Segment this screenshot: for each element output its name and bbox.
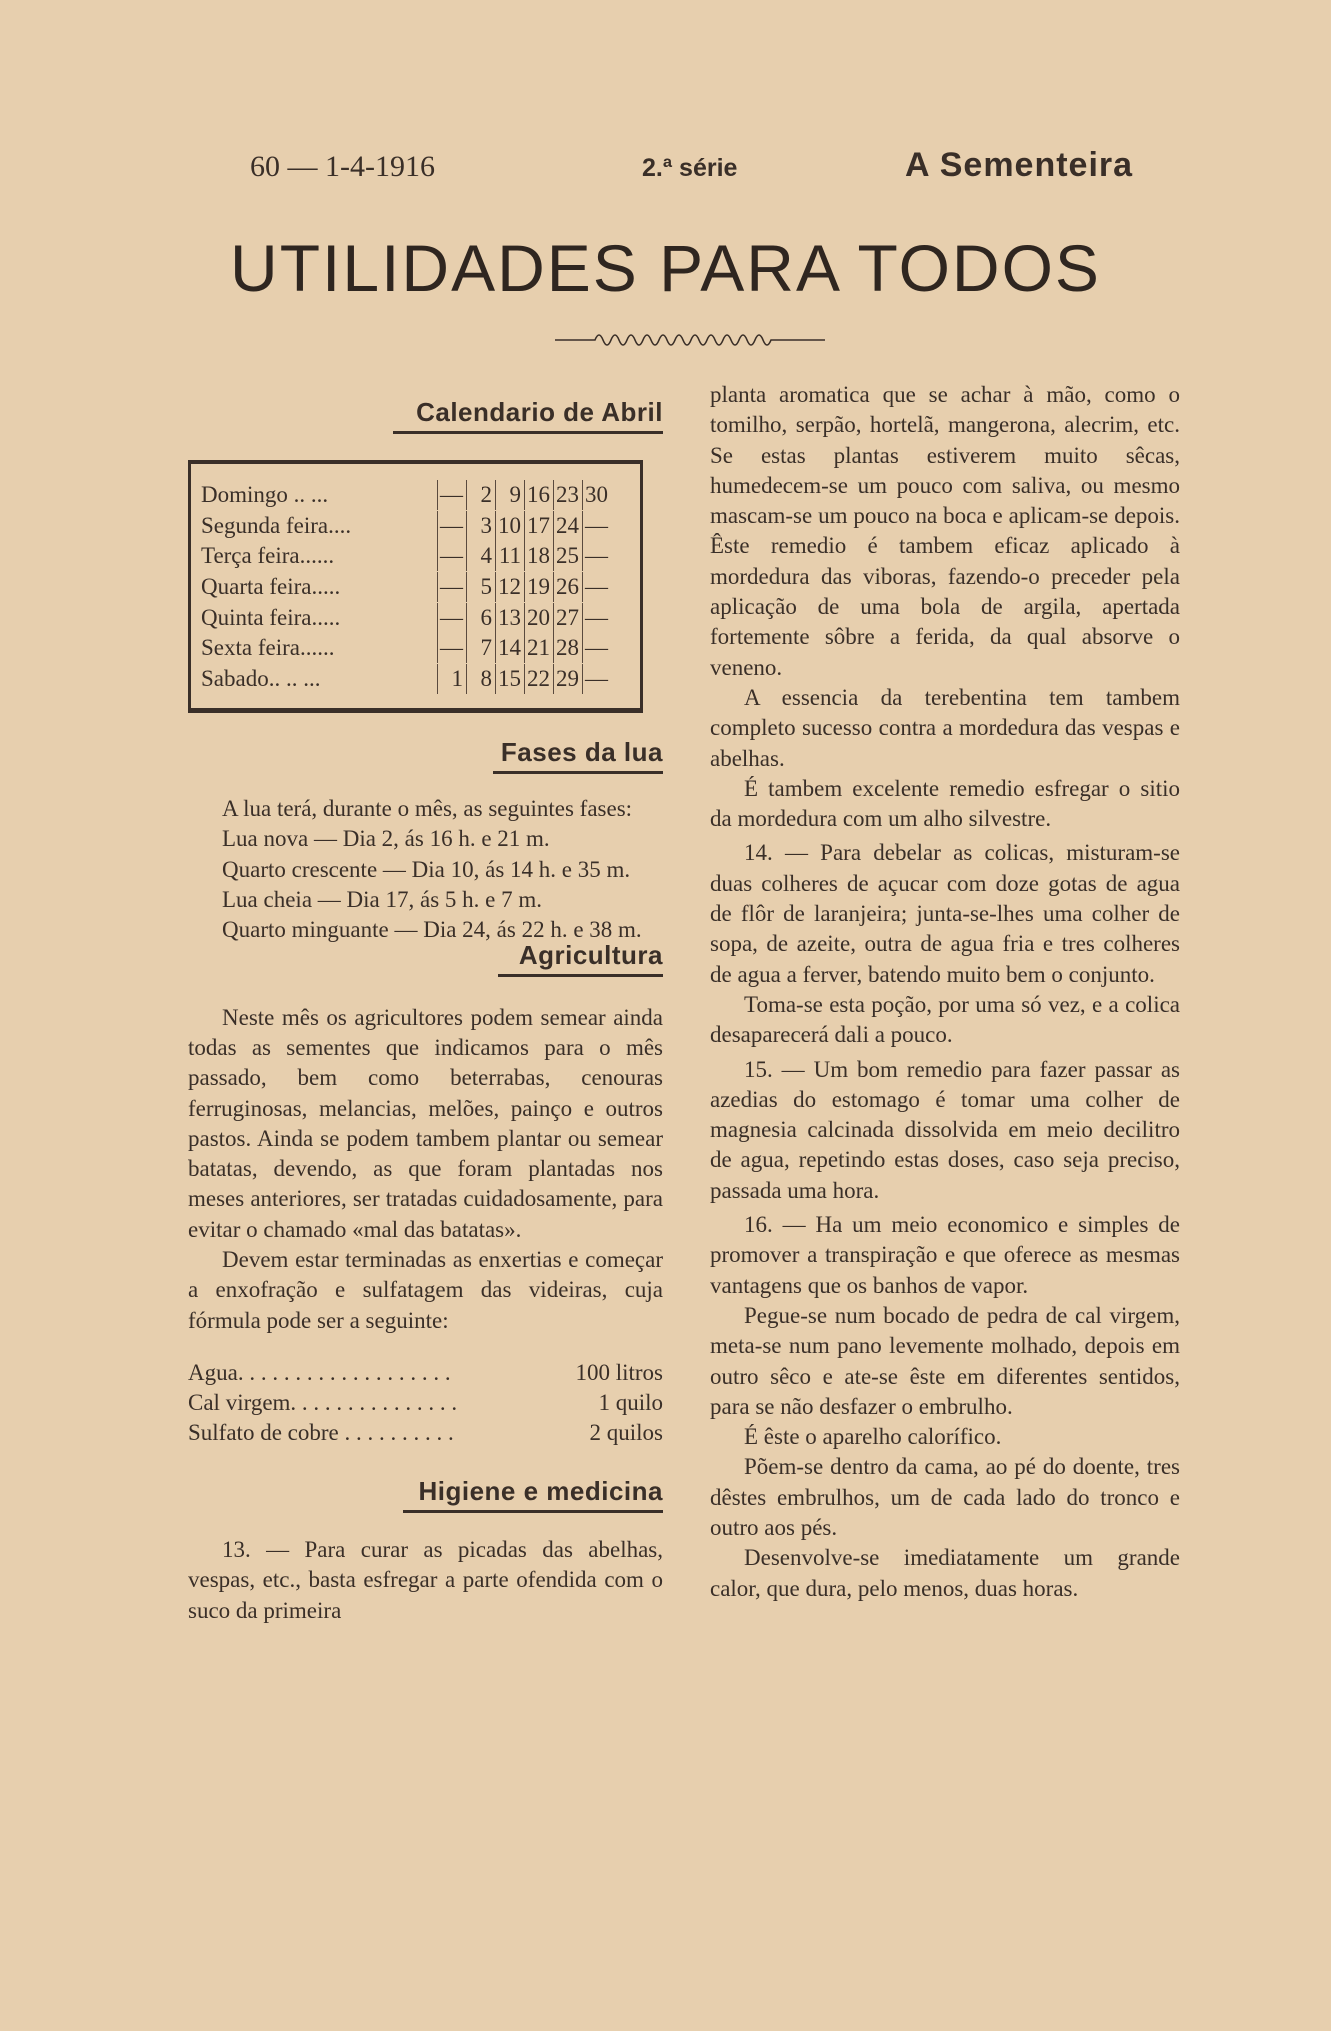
calendar-day-name: Sexta feira......: [201, 635, 335, 661]
calendar-heading: Calendario de Abril: [188, 395, 663, 434]
left-column: [188, 395, 663, 1626]
calendar-date-cell: —: [582, 541, 611, 571]
calendar-date-cell: 25: [553, 541, 582, 571]
remedy-15: 15. — Um bom remedio para fazer passar as azedias do estomago é tomar uma colher de magnesia calcinada dissolvida em meio decilitro de agua, repetindo estas doses, caso seja preciso, passada uma hora.: [710, 1056, 1180, 1203]
remedy-13-continued: planta aromatica que se achar à mão, como o tomilho, serpão, hortelã, mangerona, alecrim, etc. Se estas plantas estiverem muito sêcas, humedecem-se um pouco com saliva, ou mesmo mascam-se um pouco na boca e aplicam-se depois. Êste remedio é tambem eficaz aplicado à mordedura das viboras, fazendo-o preceder pela aplicação de uma bola de argila, apertada fortemente sôbre a ferida, da qual absorve o veneno.: [710, 382, 1180, 680]
calendar-date-cell: 7: [466, 633, 495, 663]
remedy-14: 14. — Para debelar as colicas, misturam-se duas colheres de açucar com doze gotas de agua de flôr de laranjeira; junta-se-lhes uma colher de sopa, de azeite, outra de agua fria e tres colheres de agua a ferver, batendo muito bem o conjunto.: [710, 840, 1180, 987]
remedy-13-start: 13. — Para curar as picadas das abelhas, vespas, etc., basta esfregar a parte ofendida com o suco da primeira: [188, 1536, 663, 1623]
calendar-row: [201, 664, 636, 695]
calendar-date-cell: 4: [466, 541, 495, 571]
recipe-row: Sulfato de cobre . . . . . . . . . . 2 quilos: [188, 1419, 663, 1445]
calendar-date-cell: —: [582, 633, 611, 663]
calendar-date-cell: —: [582, 511, 611, 541]
calendar-date-cell: 30: [582, 480, 611, 510]
remedy-13-alho: É tambem excelente remedio esfregar o sitio da mordedura com um alho silvestre.: [710, 775, 1180, 832]
calendar-date-cell: 13: [495, 603, 524, 633]
calendar-date-cell: 6: [466, 603, 495, 633]
calendar-row: [201, 602, 636, 633]
calendar-date-cell: —: [437, 511, 466, 541]
calendar-date-cell: —: [582, 572, 611, 602]
calendar-date-cell: 21: [524, 633, 553, 663]
calendar-day-name: Segunda feira....: [201, 512, 352, 538]
remedy-14-continued: Toma-se esta poção, por uma só vez, e a colica desaparecerá dali a pouco.: [710, 991, 1180, 1048]
remedy-16-instructions: Pegue-se num bocado de pedra de cal virgem, meta-se num pano levemente molhado, depois em outro sêco e ate-se êste em diferentes sentidos, para se não desfazer o embrulho.: [710, 1302, 1180, 1419]
moon-phase-2: Quarto crescente — Dia 10, ás 14 h. e 35 m.: [222, 856, 631, 882]
remedy-16-usage: Põem-se dentro da cama, ao pé do doente, tres dêstes embrulhos, um de cada lado do tronco e outro aos pés.: [710, 1454, 1180, 1540]
agriculture-paragraph-2: Devem estar terminadas as enxertias e começar a enxofração e sulfatagem das videiras, cuja fórmula pode ser a seguinte:: [188, 1247, 663, 1333]
calendar-date-cell: 27: [553, 603, 582, 633]
calendar-date-cell: —: [437, 603, 466, 633]
remedy-16-apparatus: É êste o aparelho calorífico.: [744, 1424, 1002, 1450]
hygiene-13-start: [188, 1535, 663, 1626]
calendar-date-cell: 11: [495, 541, 524, 571]
calendar-date-cell: 23: [553, 480, 582, 510]
calendar-row: [201, 633, 636, 664]
moon-phase-4: Quarto minguante — Dia 24, ás 22 h. e 38 m.: [222, 917, 642, 943]
calendar-date-cell: 29: [553, 664, 582, 694]
calendar-date-cell: —: [437, 572, 466, 602]
moon-phase-3: Lua cheia — Dia 17, ás 5 h. e 7 m.: [222, 887, 542, 913]
calendar-date-cell: 3: [466, 511, 495, 541]
remedy-16: 16. — Ha um meio economico e simples de promover a transpiração e que oferece as mesmas vantagens que os banhos de vapor.: [710, 1212, 1180, 1298]
calendar-date-cell: 1: [437, 664, 466, 694]
calendar-date-cell: 5: [466, 572, 495, 602]
calendar-day-name: Quarta feira.....: [201, 573, 341, 599]
calendar-day-name: Sabado.. .. ...: [201, 665, 321, 691]
calendar-date-cell: —: [582, 664, 611, 694]
calendar-date-cell: —: [437, 480, 466, 510]
hygiene-heading: Higiene e medicina: [188, 1474, 663, 1513]
calendar-day-name: Domingo .. ...: [201, 482, 329, 508]
calendar-date-cell: 28: [553, 633, 582, 663]
calendar-date-cell: 22: [524, 664, 553, 694]
calendar-date-cell: 18: [524, 541, 553, 571]
series-label: 2.ª série: [642, 154, 738, 182]
calendar-date-cell: 20: [524, 603, 553, 633]
remedy-16-result: Desenvolve-se imediatamente um grande calor, que dura, pelo menos, duas horas.: [710, 1545, 1180, 1601]
calendar-date-cell: 12: [495, 572, 524, 602]
calendar-date-cell: 14: [495, 633, 524, 663]
calendar-date-cell: 26: [553, 572, 582, 602]
calendar-date-cell: 19: [524, 572, 553, 602]
agriculture-paragraph-1: Neste mês os agricultores podem semear ainda todas as sementes que indicamos para o mês passado, bem como beterrabas, cenouras ferruginosas, melancias, melões, painço e outros pastos. Ainda se podem tambem plantar ou semear batatas, devendo, as que foram plantadas nos meses anteriores, ser tratadas cuidadosamente, para evitar o chamado «mal das batatas».: [188, 1004, 663, 1242]
calendar-date-cell: 8: [466, 664, 495, 694]
calendar-date-cell: 2: [466, 480, 495, 510]
recipe-row: Cal virgem. . . . . . . . . . . . . . . 1 quilo: [188, 1389, 663, 1415]
moon-section: [188, 794, 663, 945]
agriculture-heading: Agricultura: [188, 938, 663, 977]
moon-heading: Fases da lua: [188, 735, 663, 774]
page-title: UTILIDADES PARA TODOS: [230, 231, 1101, 305]
page-header: [250, 146, 1150, 200]
sulfate-recipe: [188, 1358, 663, 1448]
calendar-row: [201, 541, 636, 572]
calendar-day-name: Terça feira......: [201, 543, 335, 569]
calendar-date-cell: 16: [524, 480, 553, 510]
calendar-date-cell: —: [437, 541, 466, 571]
wavy-ornament: [555, 328, 825, 352]
moon-intro: A lua terá, durante o mês, as seguintes fases:: [222, 796, 633, 822]
issue-date: 60 — 1-4-1916: [250, 150, 435, 183]
recipe-row: Agua. . . . . . . . . . . . . . . . . . . 100 litros: [188, 1359, 663, 1385]
calendar-day-name: Quinta feira.....: [201, 604, 341, 630]
calendar-date-cell: —: [437, 633, 466, 663]
calendar-date-cell: 17: [524, 511, 553, 541]
moon-phase-1: Lua nova — Dia 2, ás 16 h. e 21 m.: [222, 826, 550, 852]
calendar-date-cell: —: [582, 603, 611, 633]
journal-name: A Sementeira: [905, 146, 1134, 184]
right-column: [710, 380, 1180, 1604]
calendar-date-cell: 10: [495, 511, 524, 541]
calendar-row: [201, 511, 636, 542]
calendar-table: [188, 460, 643, 713]
agriculture-section: [188, 1003, 663, 1448]
remedy-13-terebentina: A essencia da terebentina tem tambem completo sucesso contra a mordedura das vespas e abelhas.: [710, 684, 1180, 771]
calendar-row: [201, 572, 636, 603]
calendar-date-cell: 15: [495, 664, 524, 694]
calendar-row: [201, 480, 636, 511]
calendar-date-cell: 9: [495, 480, 524, 510]
calendar-date-cell: 24: [553, 511, 582, 541]
